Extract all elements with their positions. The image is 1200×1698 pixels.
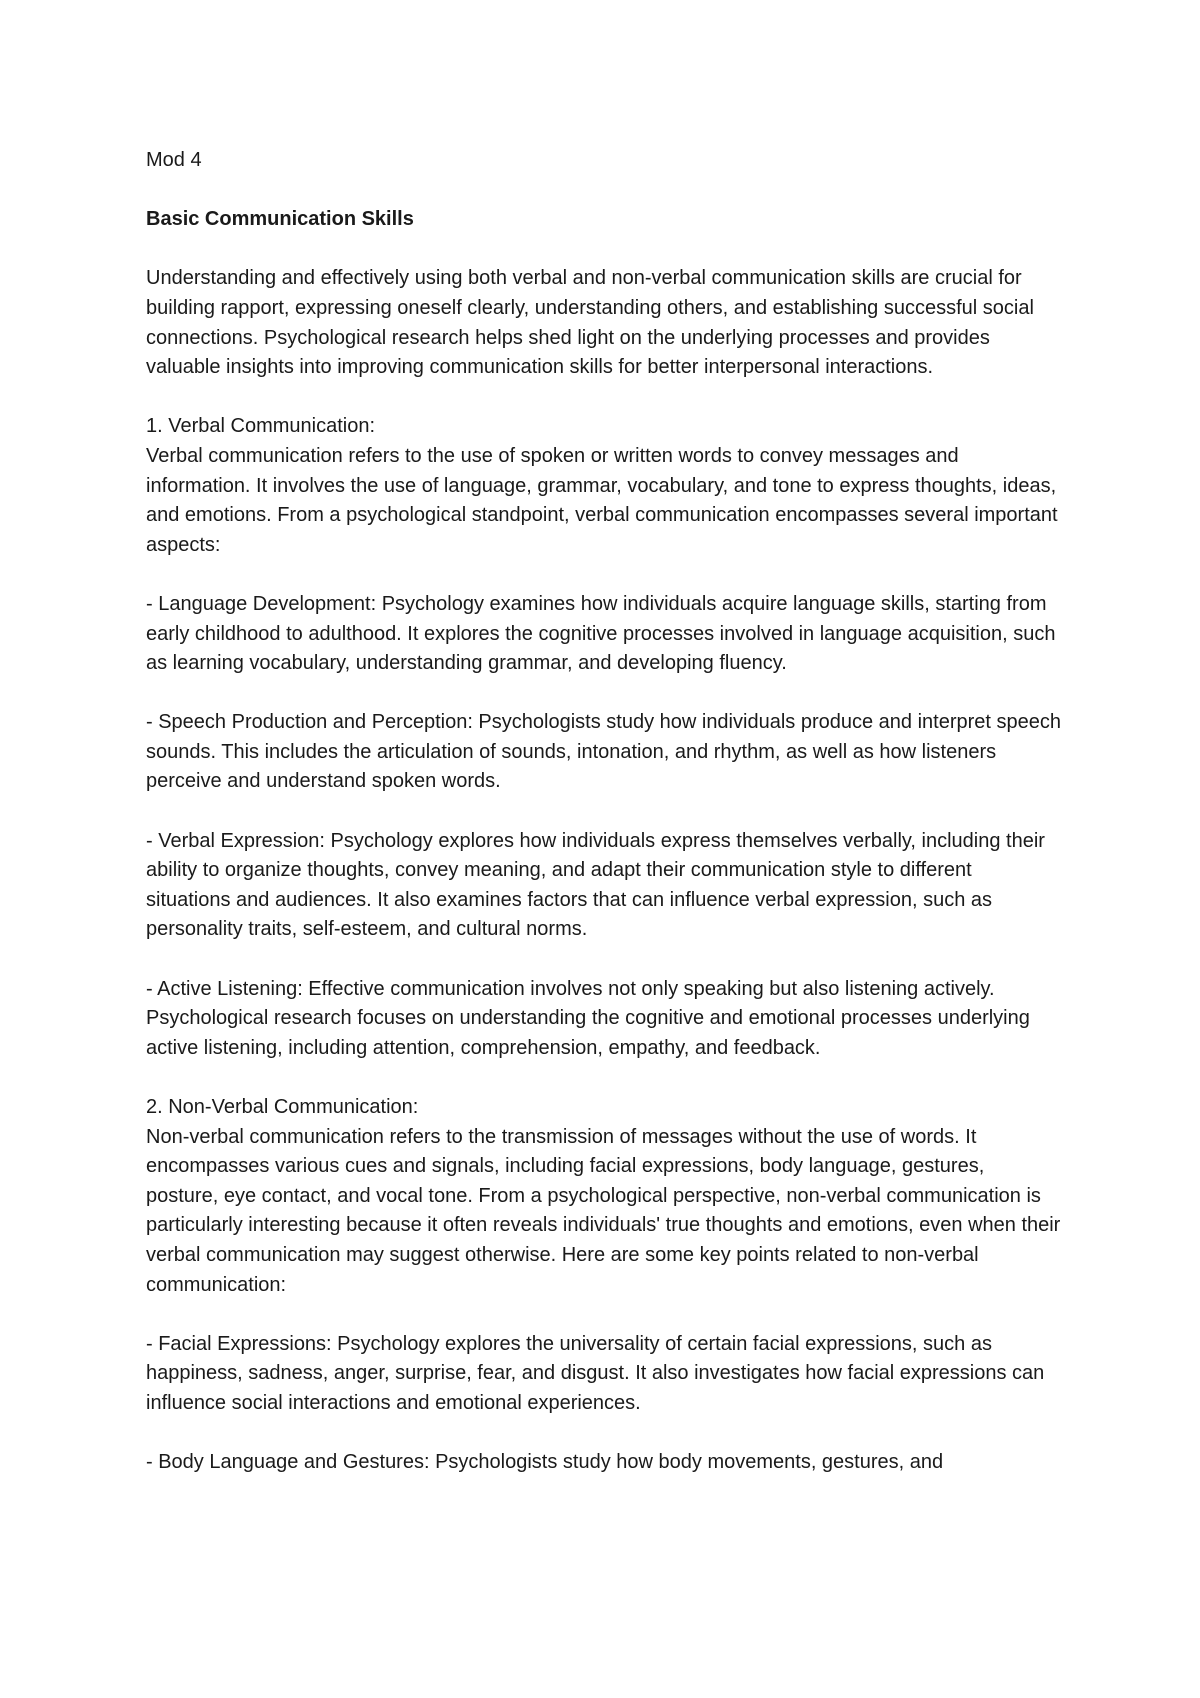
section-body-nonverbal: Non-verbal communication refers to the transmission of messages without the use of words. It encompasses various cues and signals, including facial expressions, body language, gestures, posture, eye contact, and vocal tone. From a psychological perspective, non-verbal communication is particularly interesting because it often reveals individuals' true thoughts and emotions, even when their verbal communication may suggest otherwise. Here are some key points related to non-verbal communication: [146, 1125, 1061, 1296]
section-title-verbal: 1. Verbal Communication: [146, 415, 376, 438]
point-body-language: - Body Language and Gestures: Psychologists study how body movements, gestures, and [146, 1451, 944, 1474]
point-facial-expressions: - Facial Expressions: Psychology explores the universality of certain facial expressions, such as happiness, sadness, anger, surprise, fear, and disgust. It also investigates how facial expressions can influence social interactions and emotional experiences. [146, 1332, 1045, 1414]
document-heading: Basic Communication Skills [146, 208, 414, 231]
point-active-listening: - Active Listening: Effective communication involves not only speaking but also listening actively. Psychological research focuses on understanding the cognitive and emotional processes underlying active listening, including attention, comprehension, empathy, and feedback. [146, 977, 1030, 1059]
point-language-development: - Language Development: Psychology examines how individuals acquire language skills, starting from early childhood to adulthood. It explores the cognitive processes involved in language acquisition, such as learning vocabulary, understanding grammar, and developing fluency. [146, 592, 1056, 675]
section-title-nonverbal: 2. Non-Verbal Communication: [146, 1096, 419, 1118]
point-speech-production: - Speech Production and Perception: Psychologists study how individuals produce and interpret speech sounds. This includes the articulation of sounds, intonation, and rhythm, as well as how listeners perceive and understand spoken words. [146, 711, 1061, 793]
module-label: Mod 4 [146, 149, 202, 171]
document-content [146, 146, 1061, 1478]
intro-paragraph: Understanding and effectively using both verbal and non-verbal communication skills are crucial for building rapport, expressing oneself clearly, understanding others, and establishing successful social connections. Psychological research helps shed light on the underlying processes and provides valuable insights into improving communication skills for better interpersonal interactions. [146, 267, 1034, 379]
section-body-verbal: Verbal communication refers to the use of spoken or written words to convey messages and information. It involves the use of language, grammar, vocabulary, and tone to express thoughts, ideas, and emotions. From a psychological standpoint, verbal communication encompasses several important aspects: [146, 444, 1058, 556]
point-verbal-expression: - Verbal Expression: Psychology explores how individuals express themselves verbally, including their ability to organize thoughts, convey meaning, and adapt their communication style to different situations and audiences. It also examines factors that can influence verbal expression, such as personality traits, self-esteem, and cultural norms. [146, 829, 1045, 941]
